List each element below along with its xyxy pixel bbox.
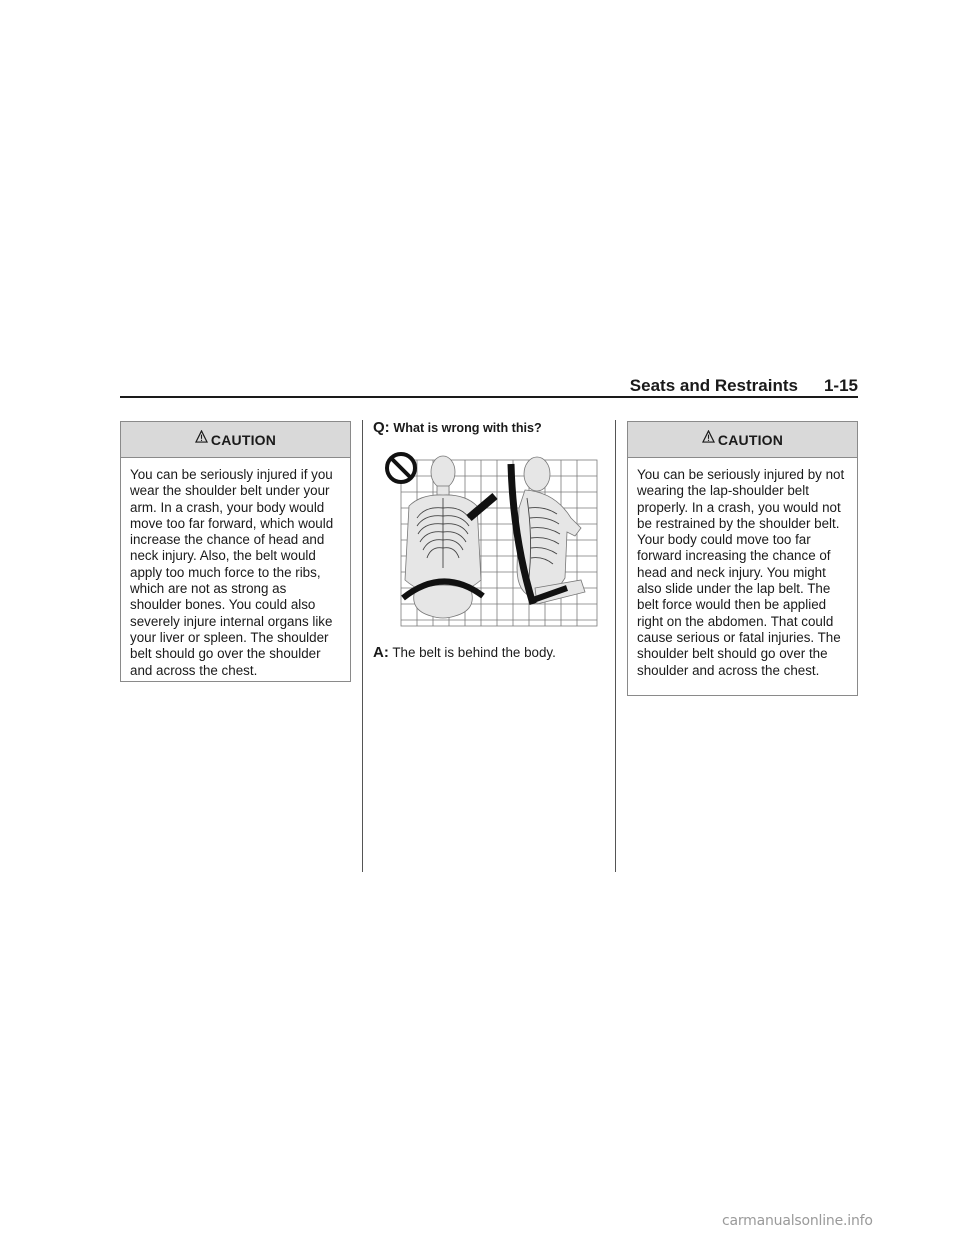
- caution-box-right: [627, 421, 858, 696]
- answer: [373, 644, 556, 661]
- caution-header: [628, 422, 857, 458]
- seatbelt-illustration: [385, 448, 607, 630]
- caution-box-left: [120, 421, 351, 682]
- answer-text: The belt is behind the body.: [392, 645, 556, 660]
- question-text: What is wrong with this?: [393, 421, 542, 435]
- caution-triangle-icon: [195, 430, 208, 443]
- page-number: 1-15: [823, 376, 858, 395]
- no-symbol-icon: [387, 454, 415, 482]
- caution-text: You can be seriously injured by not wearing the lap-shoulder belt properly. In a crash, you would not be restrained by the shoulder belt. Your body could move too far forward increasing the chance of head and neck injury. You might also slide under the lap belt. The belt force would then be applied right on the abdomen. That could cause serious or fatal injuries. The shoulder belt should go over the shoulder and across the chest.: [637, 467, 845, 678]
- caution-text: You can be seriously injured if you wear the shoulder belt under your arm. In a crash, your body would move too far forward, which would increase the chance of head and neck injury. Also, the belt would apply too much force to the ribs, which are not as strong as shoulder bones. You could also severely injure internal organs like your liver or spleen. The shoulder belt should go over the shoulder and across the chest.: [130, 467, 334, 678]
- header-rule: [120, 396, 858, 398]
- page-header: [120, 374, 858, 396]
- column-divider-2: [615, 420, 616, 872]
- column-divider-1: [362, 420, 363, 872]
- watermark: carmanualsonline.info: [722, 1213, 873, 1229]
- caution-title: CAUTION: [210, 431, 277, 448]
- section-title: Seats and Restraints: [629, 376, 798, 395]
- caution-header: [121, 422, 350, 458]
- a-label: A:: [373, 644, 389, 661]
- caution-title: CAUTION: [717, 431, 784, 448]
- question: [373, 419, 542, 436]
- caution-triangle-icon: [702, 430, 715, 443]
- q-label: Q:: [373, 419, 390, 436]
